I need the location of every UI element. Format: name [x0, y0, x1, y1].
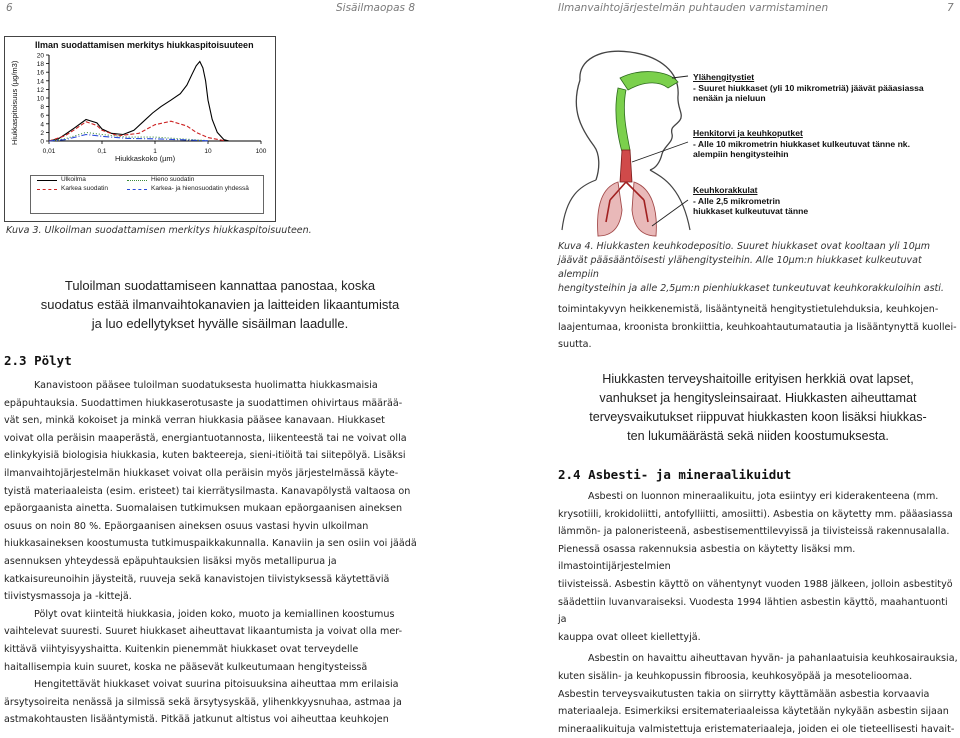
chart-title: Ilman suodattamisen merkitys hiukkaspitoisuuteen: [35, 40, 254, 50]
figure-3-caption: Kuva 3. Ulkoilman suodattamisen merkitys hiukkaspitoisuuteen.: [6, 225, 312, 236]
chart-x-tick-label: 1: [153, 148, 157, 155]
right-body: [558, 488, 958, 738]
chart-x-tick-label: 10: [204, 148, 212, 155]
chart-y-tick-label: 12: [36, 86, 44, 94]
section-heading-2-4: 2.4 Asbesti- ja mineraalikuidut: [558, 467, 792, 482]
body-line: lämmön- ja paloneristeenä, asbestisementtilevyissä ja tiivisteissä rakennusalalla.: [558, 526, 950, 538]
legend-swatch-yhdessa: [127, 189, 147, 190]
chart-y-tick-label: 6: [40, 112, 44, 120]
body-line: osuus on noin 80 %. Epäorgaanisen aineksen osuus vastasi hyvin ulkoilman: [4, 520, 369, 532]
body-line: tyistä materiaaleista (esim. eristeet) tai kierrätysilmasta. Kanavapölystä valtaosa on: [4, 485, 411, 497]
body-line: epäorgaanista ainetta. Suomalaisen tutkimuksen mukaan epäorgaanisen aineksen: [4, 503, 403, 515]
chart-x-tick-label: 100: [255, 148, 267, 155]
chart-series-line-4: [49, 135, 208, 142]
annotation-lower-title: Keuhkorakkulat: [693, 185, 758, 195]
annotation-upper-line1: - Suuret hiukkaset (yli 10 mikrometriä) jäävät pääasiassa: [693, 82, 924, 93]
right-running-title: Ilmanvaihtojärjestelmän puhtauden varmistaminen: [558, 2, 829, 14]
body-line: suutta.: [558, 339, 592, 351]
chart-y-tick-label: 16: [36, 69, 44, 77]
chart-y-tick-label: 10: [36, 95, 44, 103]
body-line: katkaisureunoihin jäysteitä, ruuveja sekä kanavistojen tiivistyksessä käytettäviä: [4, 573, 390, 585]
annotation-middle: [693, 128, 955, 160]
body-line: asennuksen yhteydessä epäpuhtauksien lisäksi myös metallipurua ja: [4, 555, 337, 567]
annotation-upper: [693, 72, 955, 104]
body-line: materiaaleja. Esimerkiksi ersitemateriaaleissa käytetään nykyään asbestin sijaan: [558, 706, 949, 718]
body-line: elinkykyisiä biologisia hiukkasia, kuten bakteereja, sieni-itiöitä tai siitepölyä. Lisäksi: [4, 450, 406, 462]
annotation-middle-line1: - Alle 10 mikrometrin hiukkaset kulkeutuvat tänne nk.: [693, 138, 910, 149]
body-line: Asbestin terveysvaikutusten takia on siirrytty käyttämään asbestia korvaavia: [558, 688, 930, 700]
body-line: mineraalikuituja valmistettuja eristemateriaaleja, joiden ei ole tieteellisesti havait-: [558, 723, 955, 735]
body-line: ärsytysoireita nenässä ja silmissä sekä ärsytysyskää, ylihenkkyysnuhaa, astmaa ja: [4, 696, 402, 708]
body-line: Asbestin on havaittu aiheuttavan hyvän- ja pahanlaatuisia keuhkosairauksia,: [588, 653, 958, 665]
body-line: haitallisempia kuin suuret, koska ne pääsevät kulkeutumaan hengitysteissä: [4, 661, 368, 673]
figure-3: [4, 36, 276, 222]
annotation-middle-title: Henkitorvi ja keuhkoputket: [693, 128, 803, 138]
body-line: laajentumaa, kroonista bronkiittia, keuhkoahtautumatautia ja lisääntynyttä kuollei-: [558, 321, 957, 333]
left-callout: [4, 276, 436, 333]
chart-x-label: Hiukkaskoko (µm): [115, 154, 176, 163]
body-line: vät sen, minkä kokoiset ja minkä verran hiukkasia pääsee kanavaan. Hiukkaset: [4, 415, 385, 427]
figure-4-caption-line: Kuva 4. Hiukkasten keuhkodepositio. Suuret hiukkaset ovat kooltaan yli 10µm: [558, 241, 931, 252]
right-callout-line: ten lukumäärästä sekä niiden koostumuksesta.: [627, 429, 889, 443]
figure-4-caption-line: jäävät pääsääntöisesti ylähengitysteihin. Alle 10µm:n hiukkaset kulkeutuvat alempiin: [558, 255, 922, 280]
chart-x-tick-label: 0,01: [42, 148, 56, 155]
body-line: vaihtelevat suuresti. Suuret hiukkaset aiheuttavat likaantumista ja voivat olla mer-: [4, 626, 403, 638]
figure-4: [560, 50, 955, 240]
body-line: Pienessä osassa rakennuksia asbestia on käytetty lisäksi mm. ilmastointijärjestelmien: [558, 543, 856, 573]
left-body: [4, 377, 424, 729]
chart-y-tick-label: 18: [36, 61, 44, 69]
body-line: kauppa ovat olleet kiellettyjä.: [558, 631, 701, 643]
left-callout-line: ja luo edellytykset hyvälle sisäilman laadulle.: [91, 316, 349, 331]
annotation-lower: [693, 185, 955, 217]
right-page-number: 7: [947, 2, 954, 14]
annotation-upper-line2: nenään ja nieluun: [693, 93, 766, 103]
left-running-title: Sisäilmaopas 8: [336, 2, 415, 14]
legend-swatch-karkea: [37, 189, 57, 190]
chart-y-tick-label: 20: [36, 52, 44, 60]
chart-legend: [30, 175, 264, 214]
body-line: Pölyt ovat kiinteitä hiukkasia, joiden koko, muoto ja kemiallinen koostumus: [34, 608, 395, 620]
body-line: toimintakyvyn heikkenemistä, lisääntyneitä hengitystietulehduksia, keuhkojen-: [558, 304, 939, 315]
chart-y-tick-label: 14: [36, 78, 44, 86]
body-line: epäpuhtauksia. Suodattimen hiukkaserotusaste ja suodattimen ohivirtaus määrää-: [4, 397, 403, 409]
legend-hieno: Hieno suodatin: [151, 176, 195, 183]
right-callout: [558, 370, 958, 446]
body-line: tiivistysmassoja ja -kittejä.: [4, 591, 132, 603]
body-line: kittävä viihtyisyyshaitta. Kuitenkin pienemmät hiukkaset ovat terveydelle: [4, 643, 359, 655]
body-line: Asbesti on luonnon mineraalikuitu, jota esiintyy eri kiderakenteena (mm.: [588, 491, 939, 502]
annotation-lower-line2: hiukkaset kulkeutuvat tänne: [693, 206, 809, 216]
body-line: Kanavistoon pääsee tuloilman suodatuksesta huolimatta hiukkasmaisia: [34, 380, 378, 391]
body-line: voivat olla peräisin maaperästä, energiantuotannosta, liikenteestä tai ne voivat olla: [4, 432, 407, 444]
right-callout-line: terveysvaikutukset riippuvat hiukkasten koon lisäksi hiukkas-: [589, 410, 927, 424]
section-heading-2-3: 2.3 Pölyt: [4, 353, 72, 368]
chart-y-label: Hiukkaspitoisuus (µg/m3): [10, 60, 19, 145]
body-line: astmakohtausten lisääntymistä. Pitkää jatkunut altistus voi aiheuttaa keuhkojen: [4, 714, 389, 726]
legend-swatch-ulkoilma: [37, 180, 57, 181]
body-line: hiukkasaineksen koostumusta tutkimuspaikkakunnalla. Kanaviin ja sen osiin voi jäädä: [4, 538, 417, 550]
chart-y-tick-label: 0: [40, 138, 44, 146]
chart-y-tick-label: 2: [40, 129, 44, 137]
left-callout-line: Tuloilman suodattamiseen kannattaa panostaa, koska: [64, 278, 376, 293]
figure-4-caption-line: hengitysteihin ja alle 2,5µm:n pienhiukkaset tunkeutuvat keuhkorakkuloihin asti.: [558, 283, 944, 294]
chart-series-line-1: [49, 62, 229, 142]
chart-x-tick-label: 0,1: [97, 148, 107, 155]
body-line: Hengitettävät hiukkaset voivat suurina pitoisuuksina aiheuttaa mm erilaisia: [34, 679, 399, 691]
right-callout-line: Hiukkasten terveyshaitoille erityisen herkkiä ovat lapset,: [602, 372, 914, 386]
legend-ulkoilma: Ulkoilma: [61, 176, 86, 183]
body-line: säädettiin luvanvaraiseksi. Vuodesta 1994 lähtien asbestin käyttö, maahantuonti ja: [558, 596, 948, 626]
right-callout-line: vanhukset ja hengitysleinsairaat. Hiukkasten aiheuttamat: [599, 391, 917, 405]
figure-4-caption: [558, 240, 960, 296]
annotation-lower-line1: - Alle 2,5 mikrometrin: [693, 195, 781, 206]
annotation-middle-line2: alempiin hengitysteihin: [693, 149, 789, 159]
left-callout-line: suodatus estää ilmanvaihtokanavien ja laitteiden likaantumista: [40, 297, 400, 312]
body-line: ilmanvaihtojärjestelmän hiukkaset voivat olla peräisin myös järjestelmässä käyte-: [4, 467, 399, 479]
body-line: tiivisteissä. Asbestin käyttö on vähentynyt vuoden 1988 jälkeen, jolloin asbestityö: [558, 578, 953, 590]
legend-karkea: Karkea suodatin: [61, 185, 108, 192]
legend-swatch-hieno: [127, 180, 147, 181]
chart-y-tick-label: 4: [40, 121, 44, 129]
annotation-upper-title: Ylähengitystiet: [693, 72, 755, 82]
chart-y-tick-label: 8: [40, 104, 44, 112]
legend-yhdessa: Karkea- ja hienosuodatin yhdessä: [151, 185, 249, 192]
right-intro: [558, 301, 958, 354]
body-line: krysotiili, krokidoliitti, antofylliitti, amosiitti). Asbestia on käytetty mm. pääasiassa: [558, 508, 953, 520]
left-page-number: 6: [6, 2, 13, 14]
body-line: kuten sisälin- ja keuhkopussin fibroosia, keuhkosyöpää ja mesotelioomaa.: [558, 670, 913, 682]
